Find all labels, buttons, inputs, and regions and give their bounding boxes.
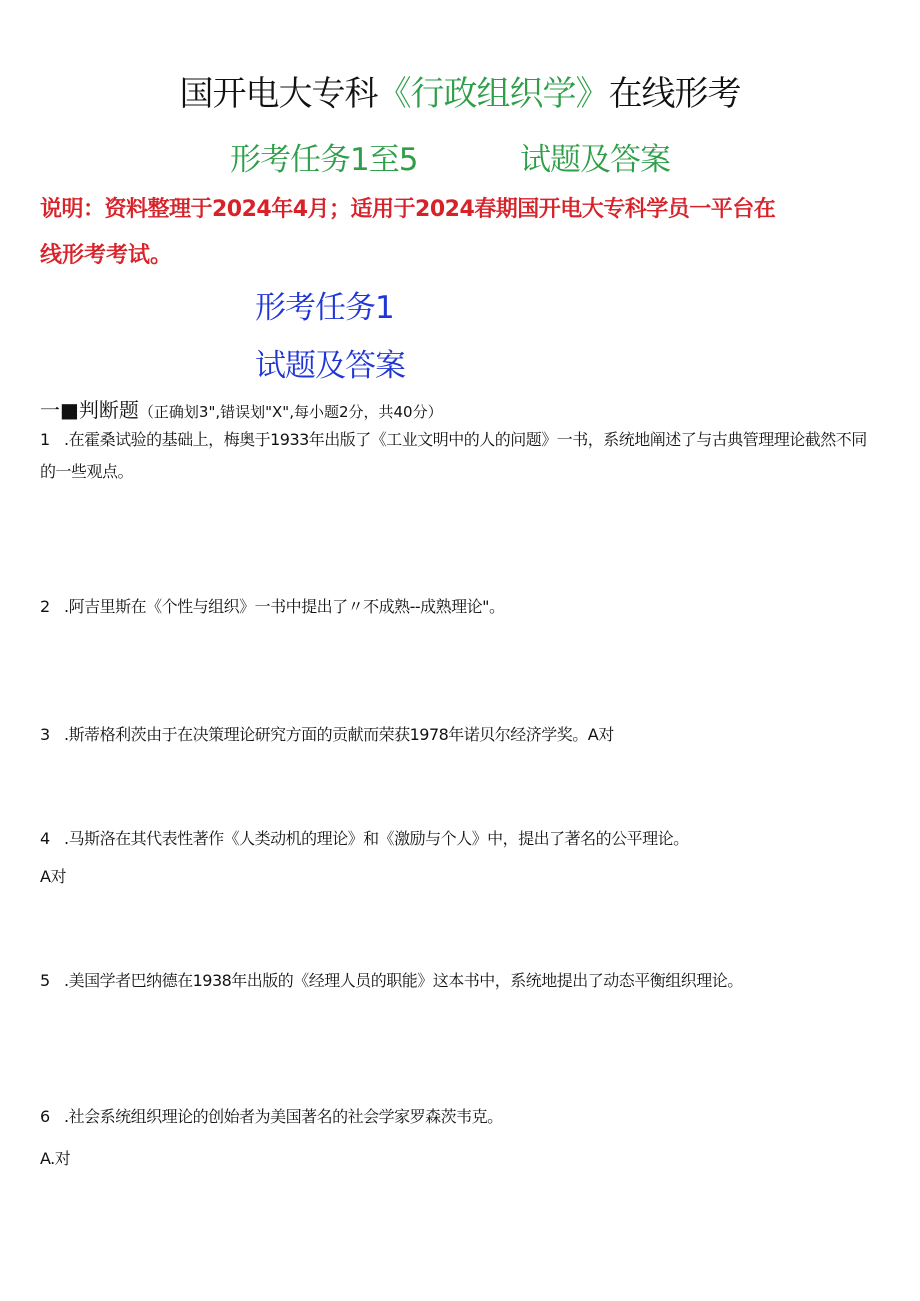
question-3	[40, 722, 614, 745]
question-number: 3	[40, 725, 50, 744]
question-1	[40, 424, 870, 488]
title-suffix: 在线形考	[608, 74, 741, 114]
answer-4: A对	[40, 867, 66, 886]
question-text: .马斯洛在其代表性著作《人类动机的理论》和《激励与个人》中，提出了著名的公平理论。	[64, 829, 689, 848]
section-instructions: （正确划3",错误划"X",每小题2分，共40分）	[138, 403, 443, 421]
subtitle-tasks: 形考任务1至5	[230, 142, 418, 178]
question-text: .社会系统组织理论的创始者为美国著名的社会学家罗森茨韦克。	[64, 1107, 503, 1126]
question-4	[40, 826, 689, 849]
question-number: 6	[40, 1107, 50, 1126]
question-text: .斯蒂格利茨由于在决策理论研究方面的贡献而荣获1978年诺贝尔经济学奖。A对	[64, 725, 614, 744]
question-text: .阿吉里斯在《个性与组织》一书中提出了〃不成熟--成熟理论"。	[64, 597, 505, 616]
task-heading: 形考任务1	[255, 290, 394, 326]
question-number: 2	[40, 597, 50, 616]
note-line-1: 说明：资料整理于2024年4月；适用于2024春期国开电大专科学员一平台在	[40, 197, 776, 222]
section-title: 一■判断题	[40, 398, 139, 422]
section-heading	[40, 394, 443, 423]
question-2	[40, 594, 505, 617]
subtitle-answers: 试题及答案	[520, 142, 670, 178]
question-number: 4	[40, 829, 50, 848]
document-title	[0, 66, 920, 115]
question-number: 1	[40, 430, 50, 449]
note-line-2: 线形考考试。	[40, 243, 173, 268]
task-subheading: 试题及答案	[255, 348, 405, 384]
question-6	[40, 1104, 503, 1127]
question-text: .在霍桑试验的基础上，梅奥于1933年出版了《工业文明中的人的问题》一书，系统地阐述了与古典管理理论截然不同的一些观点。	[40, 430, 867, 481]
title-course: 《行政组织学》	[377, 74, 609, 114]
title-prefix: 国开电大专科	[179, 74, 378, 114]
question-text: .美国学者巴纳德在1938年出版的《经理人员的职能》这本书中，系统地提出了动态平衡组织理论。	[64, 971, 743, 990]
question-number: 5	[40, 971, 50, 990]
answer-6: A.对	[40, 1149, 71, 1168]
question-5	[40, 968, 743, 991]
